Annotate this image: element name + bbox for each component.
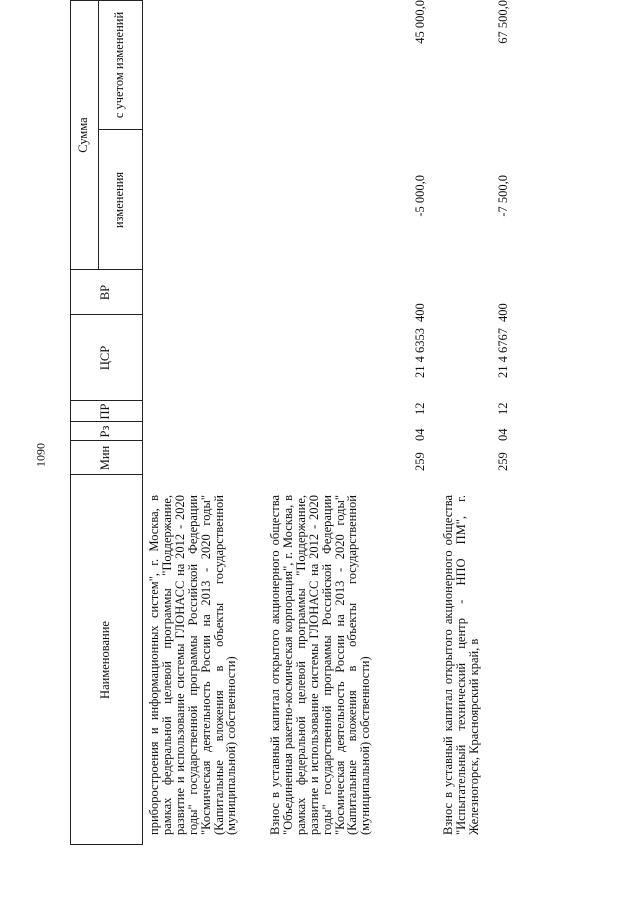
header-sum: Сумма xyxy=(76,117,91,153)
table-header xyxy=(70,0,142,845)
row-change: -5 000,0 xyxy=(413,175,427,217)
row-pr: 12 xyxy=(413,402,427,415)
row-min: 259 xyxy=(413,452,427,471)
row-rz: 04 xyxy=(413,428,427,441)
header-csr: ЦСР xyxy=(98,345,113,371)
row-csr: 21 4 6353 xyxy=(413,328,427,378)
header-bottom-border xyxy=(142,0,143,845)
row-csr: 21 4 6767 xyxy=(496,328,510,378)
header-name: Наименование xyxy=(98,621,113,699)
page-number: 1090 xyxy=(33,443,48,467)
row-vr: 400 xyxy=(413,303,427,322)
row-with-changes: 45 000,0 xyxy=(413,0,427,44)
row-min: 259 xyxy=(496,452,510,471)
row-name: Взнос в уставный капитал открытого акционерного общества "Объединенная ракетно-космическая корпорация", г. Москва, в рамках федеральной целевой программы "Поддержание, развитие и использование системы ГЛОНАСС на 2012 - 2020 годы" государственной программы Российской Федерации "Космическая деятельность России на 2013 - 2020 годы" (Капитальные вложения в объекты государственной (муниципальной) собственности) xyxy=(268,495,373,835)
row-rz: 04 xyxy=(496,428,510,441)
header-with-changes: с учетом изменений xyxy=(112,11,127,119)
header-rz: Рз xyxy=(98,425,113,438)
row-pr: 12 xyxy=(496,402,510,415)
header-min: Мин xyxy=(98,445,113,471)
row-change: -7 500,0 xyxy=(496,175,510,217)
header-change: изменения xyxy=(112,171,127,229)
row-name: Взнос в уставный капитал открытого акционерного общества "Испытательный технический центр - НПО ПМ", г. Железногорск, Красноярский край, в xyxy=(441,495,481,835)
row-name: приборостроения и информационных систем", г. Москва, в рамках федеральной целевой программы "Поддержание, развитие и использование системы ГЛОНАСС на 2012 - 2020 годы" государственной программы Российской Федерации "Космическая деятельность России на 2013 - 2020 годы" (Капитальные вложения в объекты государственной (муниципальной) собственности) xyxy=(147,495,239,835)
header-pr: ПР xyxy=(98,403,113,420)
row-with-changes: 67 500,0 xyxy=(496,0,510,44)
budget-table xyxy=(70,0,640,845)
header-vr: ВР xyxy=(98,284,113,301)
row-vr: 400 xyxy=(496,303,510,322)
